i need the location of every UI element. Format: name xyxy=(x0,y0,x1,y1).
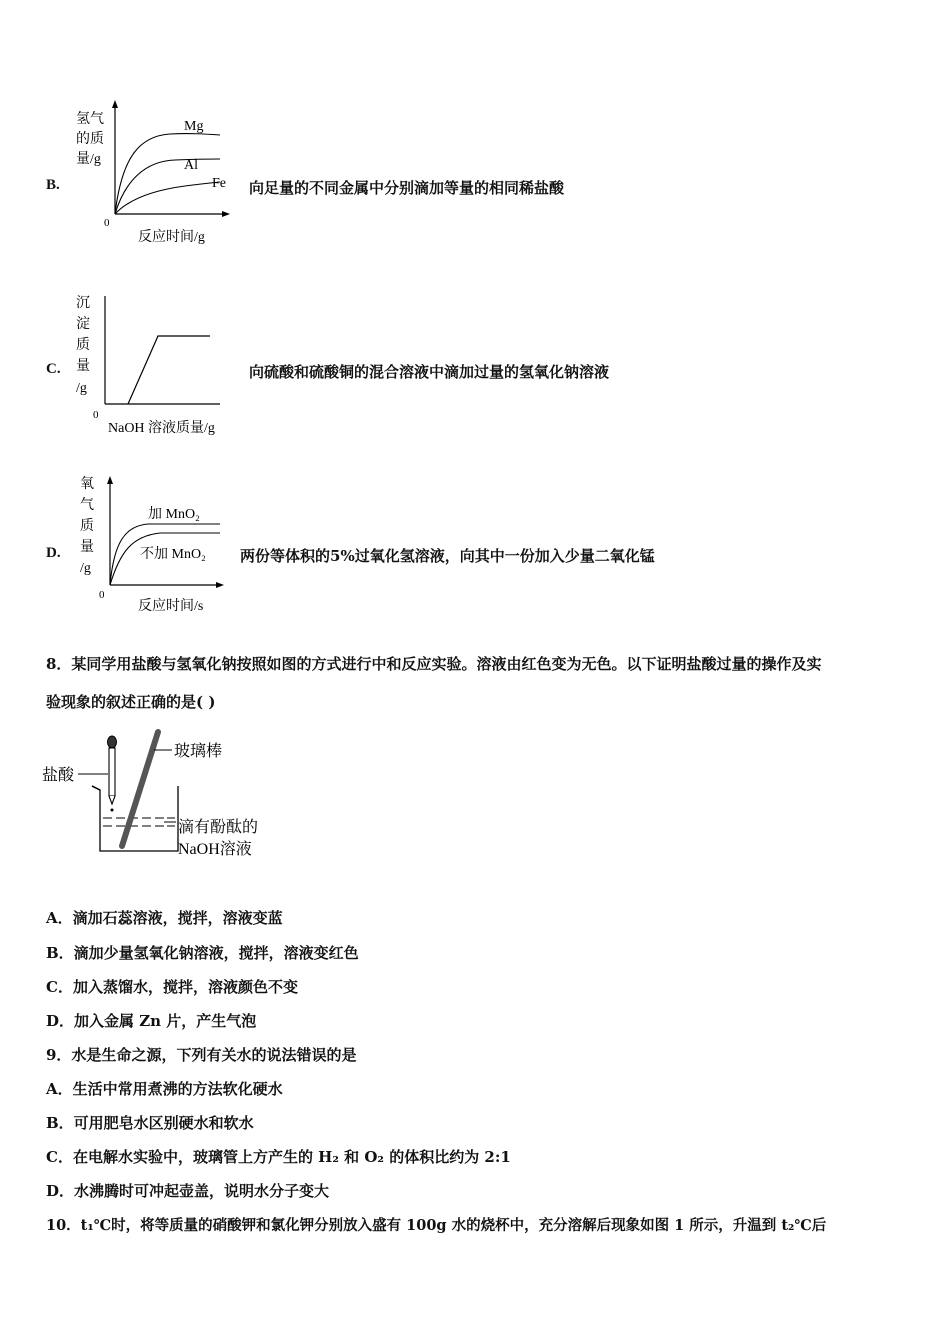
y-label-line-5: /g xyxy=(80,561,91,576)
y-label-line-2: 淀 xyxy=(76,317,90,332)
solution-label-1: 滴有酚酞的 xyxy=(178,819,259,836)
origin-label: 0 xyxy=(104,217,110,229)
series-fe-line xyxy=(115,182,220,214)
dropper-tube xyxy=(109,748,115,796)
acid-label: 盐酸 xyxy=(42,767,75,784)
q8-option-a: A．滴加石蕊溶液，搅拌，溶液变蓝 xyxy=(46,909,283,927)
q8-beaker-figure xyxy=(40,728,290,868)
y-axis-arrow xyxy=(112,100,118,108)
q9-option-b: B．可用肥皂水区别硬水和软水 xyxy=(46,1114,254,1132)
q9-option-d: D．水沸腾时可冲起壶盖，说明水分子变大 xyxy=(46,1182,330,1200)
q8-option-d: D．加入金属 Zn 片，产生气泡 xyxy=(46,1012,257,1030)
q9-stem: 9．水是生命之源，下列有关水的说法错误的是 xyxy=(46,1046,357,1064)
drop xyxy=(111,809,114,812)
series-with-mno2-label: 加 MnO₂ xyxy=(148,507,200,522)
x-axis-arrow xyxy=(216,582,224,588)
beaker-rim xyxy=(92,786,100,790)
option-d-letter: D. xyxy=(46,545,61,561)
x-axis-arrow xyxy=(222,211,230,217)
dropper-tip xyxy=(109,796,115,804)
origin-label: 0 xyxy=(93,409,99,421)
y-label-line-1: 氧 xyxy=(80,477,94,492)
glass-rod xyxy=(122,732,158,846)
series-precipitate-line xyxy=(128,336,210,404)
y-label-line-1: 氢气 xyxy=(76,112,104,127)
q8-stem-line-1: 8．某同学用盐酸与氢氧化钠按照如图的方式进行中和反应实验。溶液由红色变为无色。以下证明盐酸过量的操作及实 xyxy=(46,655,822,673)
y-label-line-3: 质 xyxy=(76,338,90,353)
option-d-text: 两份等体积的5%过氧化氢溶液，向其中一份加入少量二氧化锰 xyxy=(240,547,655,565)
origin-label: 0 xyxy=(99,589,105,601)
option-b-letter: B. xyxy=(46,177,60,193)
q9-option-a: A．生活中常用煮沸的方法软化硬水 xyxy=(46,1080,283,1098)
series-al-line xyxy=(115,159,220,214)
q8-stem-line-2: 验现象的叙述正确的是( ) xyxy=(46,693,216,711)
x-axis-label: 反应时间/g xyxy=(138,230,205,245)
q8-option-b: B．滴加少量氢氧化钠溶液，搅拌，溶液变红色 xyxy=(46,944,359,962)
dropper-bulb xyxy=(108,736,117,748)
option-b-chart xyxy=(70,96,240,246)
rod-label: 玻璃棒 xyxy=(174,743,223,760)
y-label-line-5: /g xyxy=(76,381,87,396)
y-label-line-4: 量 xyxy=(76,359,90,374)
option-c-chart xyxy=(70,290,245,440)
y-label-line-3: 量/g xyxy=(76,152,101,167)
y-label-line-1: 沉 xyxy=(76,296,90,311)
y-label-line-3: 质 xyxy=(80,519,94,534)
solution-label-2: NaOH溶液 xyxy=(178,841,252,858)
y-label-line-4: 量 xyxy=(80,540,94,555)
option-c-text: 向硫酸和硫酸铜的混合溶液中滴加过量的氢氧化钠溶液 xyxy=(249,363,610,381)
series-mg-label: Mg xyxy=(184,119,204,134)
q10-stem: 10．t₁℃时，将等质量的硝酸钾和氯化钾分别放入盛有 100g 水的烧杯中，充分溶解后现象如图 1 所示，升温到 t₂℃后 xyxy=(46,1217,827,1234)
y-label-line-2: 的质 xyxy=(76,132,104,147)
q8-option-c: C．加入蒸馏水，搅拌，溶液颜色不变 xyxy=(46,978,298,996)
series-without-mno2-label: 不加 MnO₂ xyxy=(140,547,206,562)
x-axis-label: NaOH 溶液质量/g xyxy=(108,421,215,436)
option-b-text: 向足量的不同金属中分别滴加等量的相同稀盐酸 xyxy=(249,179,565,197)
x-axis-label: 反应时间/s xyxy=(138,599,204,614)
option-c-letter: C. xyxy=(46,361,61,377)
option-d-chart xyxy=(70,470,240,620)
series-fe-label: Fe xyxy=(212,176,226,191)
series-al-label: Al xyxy=(184,158,198,173)
y-label-line-2: 气 xyxy=(80,498,94,513)
y-axis-arrow xyxy=(107,476,113,484)
q9-option-c: C．在电解水实验中，玻璃管上方产生的 H₂ 和 O₂ 的体积比约为 2:1 xyxy=(46,1148,511,1166)
